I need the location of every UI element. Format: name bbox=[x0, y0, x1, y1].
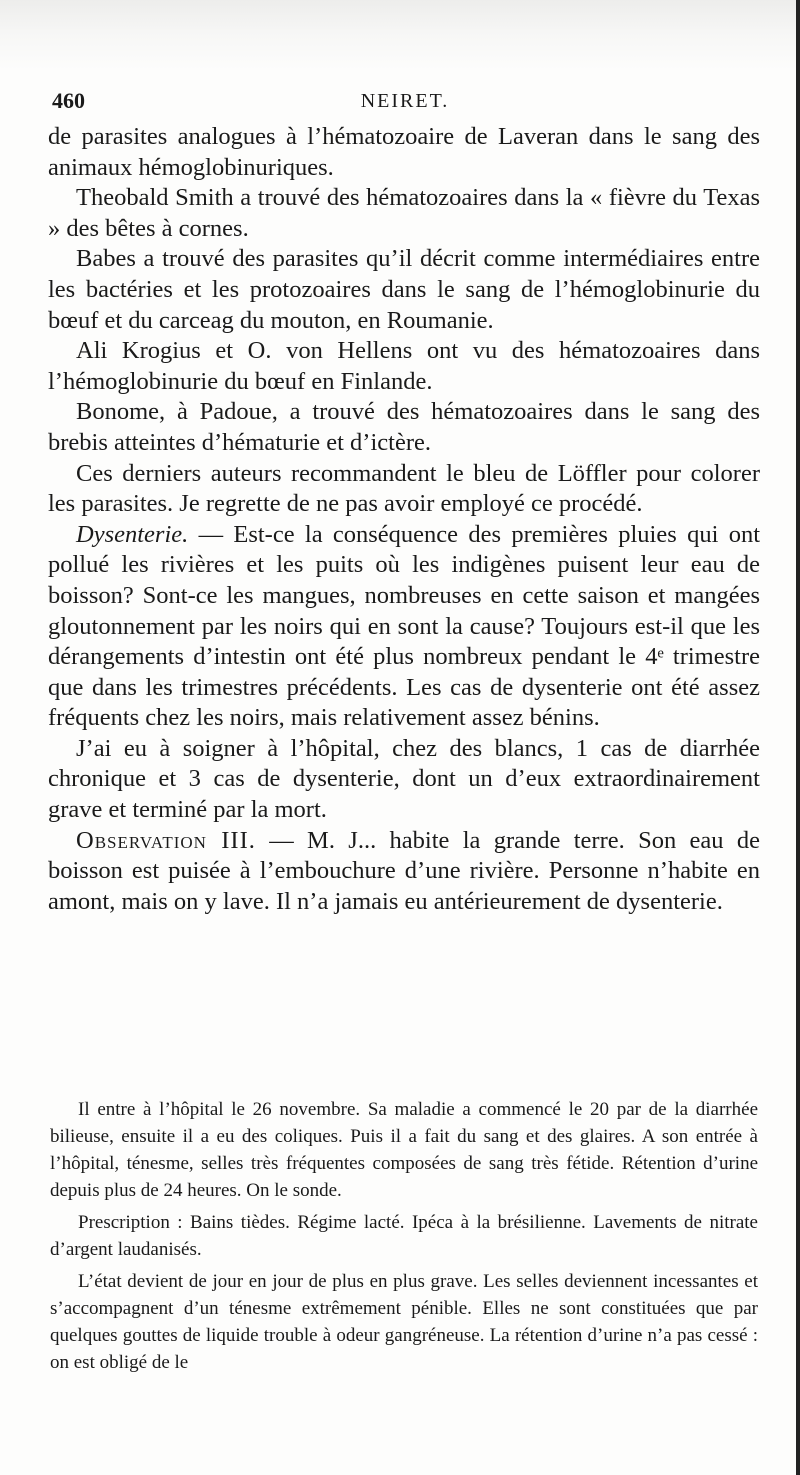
page-header bbox=[52, 88, 758, 118]
section-title-dysenterie: Dysenterie. bbox=[76, 520, 189, 548]
paragraph-bonome: Bonome, à Padoue, a trouvé des hématozoaires dans le sang des brebis atteintes d’hématurie et d’ictère. bbox=[48, 398, 760, 456]
scan-top-shading bbox=[0, 0, 800, 70]
note-evolution: L’état devient de jour en jour de plus en plus grave. Les selles deviennent incessantes et s’accompagnent d’un ténesme extrêmement pénible. Elles ne sont constituées que par quelques gouttes de liquide trouble à odeur gangréneuse. La rétention d’urine n’a pas cessé : on est obligé de le bbox=[50, 1271, 758, 1373]
paragraph-smith: Theobald Smith a trouvé des hématozoaires dans la « fièvre du Texas » des bêtes à cornes. bbox=[48, 184, 760, 242]
paragraph-loffler: Ces derniers auteurs recommandent le bleu de Löffler pour colorer les parasites. Je regrette de ne pas avoir employé ce procédé. bbox=[48, 459, 760, 518]
running-head: NEIRET. bbox=[360, 90, 450, 112]
paragraph-babes: Babes a trouvé des parasites qu’il décrit comme intermédiaires entre les bactéries et les protozoaires dans le sang de l’hémoglobinurie du bœuf et du carceag du mouton, en Roumanie. bbox=[48, 245, 760, 334]
note-entry: Il entre à l’hôpital le 26 novembre. Sa maladie a commencé le 20 par de la diarrhée bilieuse, ensuite il a eu des coliques. Puis il a fait du sang et des glaires. A son entrée à l’hôpital, ténesme, selles très fréquentes composées de sang très fétide. Rétention d’urine depuis plus de 24 heures. On le sonde. bbox=[50, 1099, 758, 1201]
page-number: 460 bbox=[52, 88, 85, 113]
paragraph-krogius: Ali Krogius et O. von Hellens ont vu des hématozoaires dans l’hémoglobinurie du bœuf en Finlande. bbox=[48, 337, 760, 395]
case-notes bbox=[50, 1096, 758, 1376]
paragraph-dysenterie bbox=[48, 520, 760, 734]
paragraph-dysenterie-text: — Est-ce la conséquence des premières pluies qui ont pollué les rivières et les puits où les indigènes puisent leur eau de boisson? Sont-ce les mangues, nombreuses en cette saison et mangées gloutonnement par les noirs qui en sont la cause? Toujours est-il que les dérangements d’intestin ont été plus nombreux pendant le 4ᵉ trimestre que dans les trimestres précédents. Les cas de dysenterie ont été assez fréquents chez les noirs, mais relativement assez bénins. bbox=[48, 520, 760, 732]
observation-label: Observation III. bbox=[76, 826, 256, 854]
paragraph-hopital: J’ai eu à soigner à l’hôpital, chez des blancs, 1 cas de diarrhée chronique et 3 cas de dysenterie, dont un d’eux extraordinairement grave et terminé par la mort. bbox=[48, 734, 760, 824]
main-text bbox=[48, 122, 760, 917]
note-prescription: Prescription : Bains tièdes. Régime lacté. Ipéca à la brésilienne. Lavements de nitrate d’argent laudanisés. bbox=[50, 1212, 758, 1260]
paragraph-observation-text: — M. J... habite la grande terre. Son eau de boisson est puisée à l’embouchure d’une rivière. Personne n’habite en amont, mais on y lave. Il n’a jamais eu antérieurement de dysenterie. bbox=[48, 826, 760, 915]
paragraph-observation bbox=[48, 826, 760, 918]
paragraph-continued: de parasites analogues à l’hématozoaire de Laveran dans le sang des animaux hémoglobinuriques. bbox=[48, 123, 760, 181]
scan-right-edge bbox=[796, 0, 800, 1475]
